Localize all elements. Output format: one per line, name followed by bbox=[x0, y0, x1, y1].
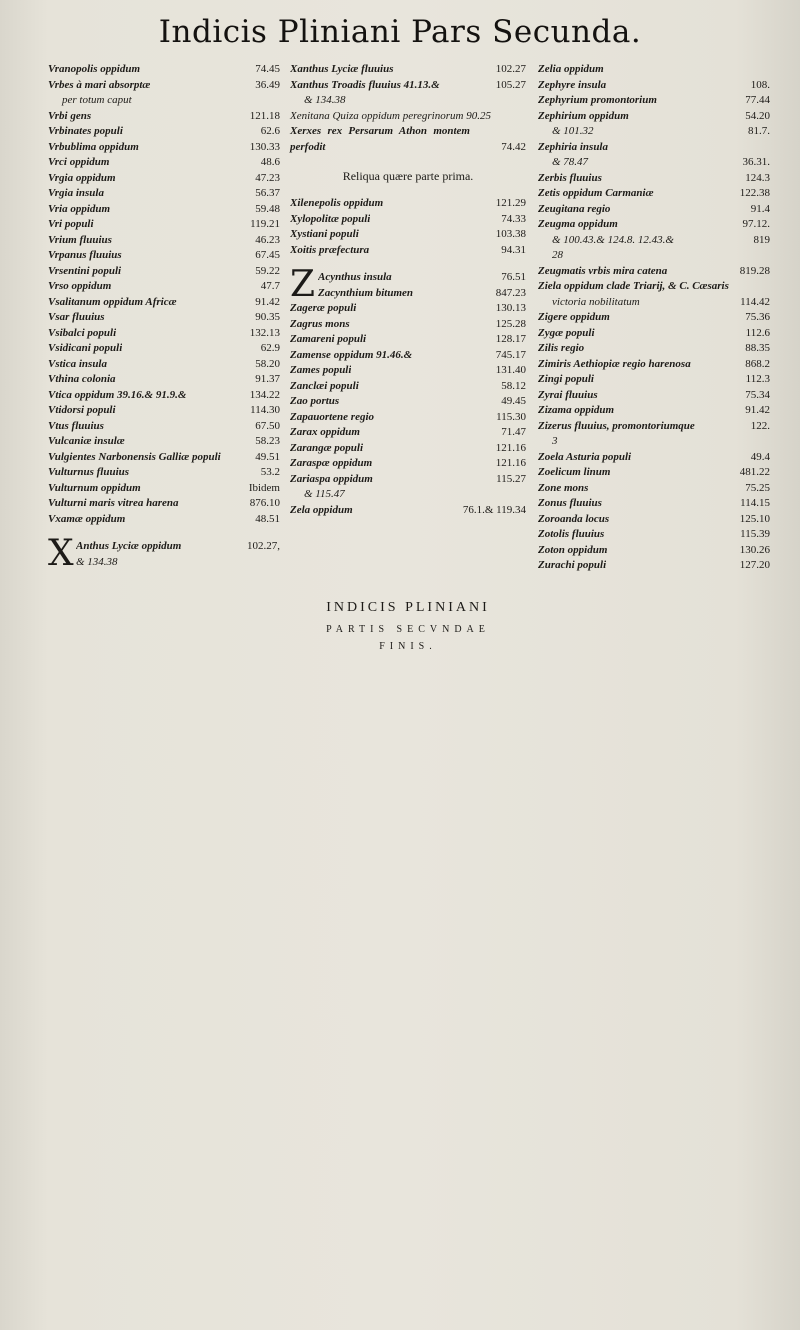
entry-name: Xystiani populi bbox=[290, 228, 359, 240]
entry-name: Zanclæi populi bbox=[290, 379, 359, 392]
entry-page-ref: 47.7 bbox=[260, 280, 280, 292]
entry-name: Vrgia insula bbox=[48, 187, 104, 199]
entry-page-ref: 94.31 bbox=[501, 243, 526, 256]
entry-name: Zela oppidum bbox=[290, 503, 353, 516]
entry-page-ref: 134.22 bbox=[249, 388, 280, 401]
entry-name: Zoela Asturia populi bbox=[538, 450, 632, 463]
entry-name: & 115.47 bbox=[304, 488, 345, 500]
entry-name: Zao portus bbox=[290, 395, 340, 407]
entry-page-ref: 115.39 bbox=[740, 528, 770, 540]
entry-name: Vtica oppidum 39.16.& 91.9.& bbox=[48, 388, 187, 401]
entry-page-ref: 114.15 bbox=[740, 497, 770, 509]
entry-name: Zizerus fluuius, promontoriumque bbox=[538, 419, 695, 432]
entry-page-ref: 97.12. bbox=[742, 218, 770, 230]
entry-name: Zilis regio bbox=[538, 342, 585, 354]
entry-name: Vulturnum oppidum bbox=[48, 481, 141, 494]
index-entry bbox=[48, 372, 280, 388]
index-entry bbox=[290, 62, 526, 78]
index-entry bbox=[538, 434, 770, 450]
entry-name: Zigere oppidum bbox=[538, 311, 610, 323]
entry-page-ref: 105.27 bbox=[495, 78, 526, 91]
entry-name: Zapauortene regio bbox=[290, 410, 375, 423]
entry-name: victoria nobilitatum bbox=[552, 295, 640, 308]
drop-cap-entry-x bbox=[48, 533, 280, 574]
index-entry bbox=[290, 332, 526, 348]
index-entry bbox=[48, 496, 280, 512]
index-entry bbox=[48, 248, 280, 264]
index-entry bbox=[290, 472, 526, 488]
entry-name: Zagrus mons bbox=[290, 317, 350, 330]
index-entry bbox=[48, 155, 280, 171]
entry-page-ref: 81.7. bbox=[748, 125, 770, 137]
index-entry bbox=[48, 295, 280, 311]
entry-page-ref: 131.40 bbox=[495, 364, 526, 376]
entry-page-ref: 124.3 bbox=[745, 171, 770, 184]
index-entry bbox=[538, 186, 770, 202]
index-entry bbox=[48, 465, 280, 481]
index-entry bbox=[538, 310, 770, 326]
index-entry bbox=[290, 243, 526, 259]
entry-page-ref: 112.6 bbox=[745, 326, 770, 339]
entry-name: Vrci oppidum bbox=[48, 156, 110, 168]
entry-name: Vstica insula bbox=[48, 357, 107, 370]
entry-page-ref: 481.22 bbox=[739, 466, 770, 478]
index-entry bbox=[538, 279, 770, 295]
index-entry bbox=[290, 394, 526, 410]
entry-page-ref: 54.20 bbox=[745, 109, 770, 122]
entry-page-ref: 122. bbox=[750, 419, 770, 432]
index-entry bbox=[48, 93, 280, 109]
entry-name: Vrpanus fluuius bbox=[48, 249, 122, 261]
entry-name: Vsidicani populi bbox=[48, 342, 123, 354]
colophon bbox=[290, 600, 526, 652]
index-entry bbox=[290, 410, 526, 426]
index-entry bbox=[48, 434, 280, 450]
entry-name: Zotolis fluuius bbox=[538, 528, 605, 540]
entry-page-ref: 76.51 bbox=[501, 271, 526, 283]
index-entry bbox=[48, 109, 280, 125]
colophon-line-2: PARTIS SECVNDAE bbox=[326, 624, 490, 635]
entry-name: Zelia oppidum bbox=[538, 63, 604, 75]
index-entry bbox=[538, 527, 770, 543]
entry-page-ref: 71.47 bbox=[501, 426, 526, 438]
entry-page-ref: 745.17 bbox=[495, 348, 526, 361]
entry-name: Zerbis fluuius bbox=[538, 171, 602, 184]
index-entry bbox=[290, 317, 526, 333]
index-entry bbox=[48, 186, 280, 202]
entry-name: Vri populi bbox=[48, 218, 94, 230]
entry-name: & 100.43.& 124.8. 12.43.& bbox=[552, 233, 674, 246]
entry-name: Zephiria insula bbox=[538, 140, 608, 153]
index-entry bbox=[538, 109, 770, 125]
entry-name: Vsar fluuius bbox=[48, 311, 105, 323]
entry-name: Xanthus Troadis fluuius 41.13.& bbox=[290, 78, 440, 91]
entry-page-ref: 876.10 bbox=[249, 497, 280, 509]
entry-page-ref: 91.42 bbox=[255, 295, 280, 308]
index-entry bbox=[48, 217, 280, 233]
entry-name: Zoroanda locus bbox=[538, 512, 610, 525]
entry-page-ref: 53.2 bbox=[260, 466, 280, 478]
index-entry bbox=[48, 419, 280, 435]
entry-name: per totum caput bbox=[62, 94, 132, 106]
index-entry bbox=[538, 388, 770, 404]
entry-page-ref: 75.36 bbox=[745, 311, 770, 323]
index-entry bbox=[538, 264, 770, 280]
entry-name: Vria oppidum bbox=[48, 202, 111, 215]
index-entry bbox=[290, 301, 526, 317]
drop-cap-entry-z bbox=[290, 264, 526, 305]
index-entry bbox=[538, 124, 770, 140]
entry-page-ref: 59.22 bbox=[255, 264, 280, 277]
entry-name: Zeugmatis vrbis mira catena bbox=[538, 264, 668, 277]
index-entry bbox=[538, 543, 770, 559]
index-entry bbox=[538, 372, 770, 388]
entry-page-ref: 127.20 bbox=[739, 559, 770, 571]
entry-name: Zacynthium bitumen bbox=[318, 286, 414, 299]
entry-name: Zizama oppidum bbox=[538, 404, 615, 416]
index-entry bbox=[48, 388, 280, 404]
entry-page-ref: 130.26 bbox=[739, 543, 770, 556]
entry-name: Zeugma oppidum bbox=[538, 218, 618, 230]
index-column-3 bbox=[538, 62, 770, 574]
entry-page-ref: 47.23 bbox=[255, 171, 280, 184]
entry-page-ref: 48.6 bbox=[260, 156, 280, 168]
entry-name: & 78.47 bbox=[552, 156, 589, 168]
index-entry bbox=[290, 227, 526, 243]
entry-page-ref: 74.33 bbox=[501, 212, 526, 225]
index-entry bbox=[538, 496, 770, 512]
entry-page-ref: 130.33 bbox=[249, 140, 280, 153]
entry-page-ref: 58.12 bbox=[501, 379, 526, 392]
entry-page-ref: Ibidem bbox=[248, 481, 280, 494]
index-entry bbox=[48, 326, 280, 342]
entry-page-ref: 115.30 bbox=[496, 410, 526, 423]
entry-page-ref: 62.9 bbox=[260, 342, 280, 354]
entry-name: Zephirium oppidum bbox=[538, 109, 629, 122]
entry-page-ref: 130.13 bbox=[495, 302, 526, 314]
entry-page-ref: 121.18 bbox=[249, 109, 280, 122]
entry-page-ref: 819.28 bbox=[739, 264, 770, 277]
entry-name: & 101.32 bbox=[552, 125, 594, 137]
index-entry bbox=[538, 93, 770, 109]
entry-name: Zyrai fluuius bbox=[538, 388, 598, 401]
entry-name: Zeugitana regio bbox=[538, 202, 611, 215]
entry-page-ref: 75.25 bbox=[745, 481, 770, 494]
entry-page-ref: 119.21 bbox=[250, 218, 280, 230]
drop-cap-letter: Z bbox=[290, 264, 316, 305]
index-column-2 bbox=[290, 62, 526, 518]
index-entry bbox=[538, 155, 770, 171]
index-entry bbox=[290, 503, 526, 519]
entry-page-ref: 102.27 bbox=[495, 63, 526, 75]
index-entry bbox=[48, 279, 280, 295]
index-entry bbox=[48, 171, 280, 187]
entry-page-ref: 91.42 bbox=[745, 404, 770, 416]
entry-page-ref: 115.27 bbox=[496, 472, 526, 485]
entry-page-ref: 67.50 bbox=[255, 419, 280, 432]
entry-name: Zariaspa oppidum bbox=[290, 472, 373, 485]
entry-name: Vulturnus fluuius bbox=[48, 466, 130, 478]
entry-page-ref: 819 bbox=[753, 233, 770, 246]
entry-page-ref: 56.37 bbox=[255, 187, 280, 199]
index-entry bbox=[538, 202, 770, 218]
entry-name: Zurachi populi bbox=[538, 559, 607, 571]
index-entry bbox=[290, 425, 526, 441]
entry-page-ref: 58.20 bbox=[255, 357, 280, 370]
entry-page-ref: 36.49 bbox=[255, 78, 280, 91]
index-entry bbox=[538, 233, 770, 249]
entry-page-ref: 114.30 bbox=[250, 404, 280, 416]
entry-page-ref: 128.17 bbox=[495, 333, 526, 345]
entry-page-ref: 49.51 bbox=[255, 450, 280, 463]
page-title: Indicis Pliniani Pars Secunda. bbox=[158, 14, 642, 50]
entry-name: Vrsentini populi bbox=[48, 264, 122, 277]
entry-page-ref: 67.45 bbox=[255, 249, 280, 261]
entry-name: Vrbublima oppidum bbox=[48, 140, 139, 153]
index-entry bbox=[538, 295, 770, 311]
index-entry bbox=[538, 558, 770, 574]
entry-page-ref: 36.31. bbox=[742, 156, 770, 168]
index-entry bbox=[290, 379, 526, 395]
entry-name: Zingi populi bbox=[538, 373, 594, 385]
index-entry bbox=[48, 78, 280, 94]
reliqua-note: Reliqua quære parte prima. bbox=[342, 169, 474, 183]
entry-page-ref: 76.1.& 119.34 bbox=[462, 503, 526, 516]
index-entry bbox=[538, 62, 770, 78]
index-entry bbox=[538, 341, 770, 357]
entry-page-ref: 112.3 bbox=[745, 373, 770, 385]
entry-name: Vrso oppidum bbox=[48, 280, 112, 292]
entry-name: Vranopolis oppidum bbox=[48, 63, 141, 75]
entry-name: Acynthus insula bbox=[318, 271, 392, 283]
entry-page-ref: 49.4 bbox=[750, 450, 770, 463]
entry-name: Xylopolitæ populi bbox=[290, 212, 371, 225]
index-entry bbox=[538, 140, 770, 156]
index-column-1 bbox=[48, 62, 280, 574]
entry-page-ref: 121.29 bbox=[495, 197, 526, 209]
entry-page-ref: 49.45 bbox=[501, 395, 526, 407]
entry-name: Zephyre insula bbox=[538, 78, 607, 91]
entry-name: Vsibalci populi bbox=[48, 326, 117, 339]
index-entry: Xenitana Quiza oppidum peregrinorum 90.25 bbox=[290, 109, 491, 122]
entry-page-ref: 122.38 bbox=[739, 187, 770, 199]
entry-name: Vrgia oppidum bbox=[48, 171, 116, 184]
entry-name: Zetis oppidum Carmaniæ bbox=[538, 187, 654, 199]
index-entry bbox=[48, 341, 280, 357]
entry-name: Vulturni maris vitrea harena bbox=[48, 497, 179, 509]
index-entry bbox=[538, 403, 770, 419]
entry-page-ref: 125.28 bbox=[495, 317, 526, 330]
entry-name: Zarangæ populi bbox=[290, 441, 364, 454]
entry-name: Zygæ populi bbox=[538, 326, 595, 339]
index-entry bbox=[290, 196, 526, 212]
entry-page-ref: 108. bbox=[750, 78, 770, 91]
entry-name: Xanthus Lyciæ fluuius bbox=[290, 63, 394, 75]
entry-name: Ziela oppidum clade Triarij, & C. Cæsaris bbox=[538, 280, 729, 292]
index-entry bbox=[538, 171, 770, 187]
entry-page-ref: 46.23 bbox=[255, 233, 280, 246]
entry-page-ref: 74.45 bbox=[255, 63, 280, 75]
entry-page-ref: 125.10 bbox=[739, 512, 770, 525]
entry-name: Xoitis præfectura bbox=[290, 243, 370, 256]
entry-continuation: & 134.38 bbox=[76, 555, 118, 568]
entry-name: Zoelicum linum bbox=[538, 466, 611, 478]
entry-name: Vrbi gens bbox=[48, 109, 92, 122]
entry-page-ref: 847.23 bbox=[495, 286, 526, 299]
entry-page-ref: 59.48 bbox=[255, 202, 280, 215]
index-entry bbox=[290, 363, 526, 379]
index-entry bbox=[48, 450, 280, 466]
entry-name: Zone mons bbox=[538, 481, 589, 494]
entry-page-ref: 103.38 bbox=[495, 228, 526, 240]
entry-name: Zamense oppidum 91.46.& bbox=[290, 348, 413, 361]
entry-page-ref: 58.23 bbox=[255, 435, 280, 447]
index-entry bbox=[538, 217, 770, 233]
colophon-line-1: INDICIS PLINIANI bbox=[326, 600, 490, 615]
entry-name: Anthus Lyciæ oppidum bbox=[76, 540, 182, 552]
entry-name: 3 bbox=[552, 435, 558, 447]
index-entry bbox=[538, 419, 770, 435]
index-entry bbox=[538, 78, 770, 94]
index-entry bbox=[48, 62, 280, 78]
entry-page-ref: 88.35 bbox=[745, 342, 770, 354]
index-entry bbox=[538, 357, 770, 373]
index-entry bbox=[538, 326, 770, 342]
index-entry bbox=[538, 465, 770, 481]
index-entry bbox=[538, 248, 770, 264]
entry-name: 28 bbox=[552, 249, 563, 261]
entry-name: Vulcaniæ insulæ bbox=[48, 435, 125, 447]
entry-name: Zarax oppidum bbox=[290, 426, 360, 438]
entry-name: Vrium fluuius bbox=[48, 233, 112, 246]
index-entry bbox=[48, 124, 280, 140]
entry-page-ref: 121.16 bbox=[495, 457, 526, 469]
entry-page-ref: 90.35 bbox=[255, 311, 280, 323]
index-entry bbox=[48, 512, 280, 528]
index-entry bbox=[290, 456, 526, 472]
entry-name: Zoton oppidum bbox=[538, 543, 608, 556]
index-entry bbox=[290, 93, 526, 109]
index-entry bbox=[48, 202, 280, 218]
entry-page-ref: 77.44 bbox=[745, 94, 770, 106]
index-entry bbox=[290, 348, 526, 364]
entry-name: Zamareni populi bbox=[290, 333, 367, 345]
entry-page-ref: 132.13 bbox=[249, 326, 280, 339]
index-entry bbox=[538, 512, 770, 528]
entry-name: Vthina colonia bbox=[48, 373, 116, 385]
index-entry bbox=[290, 441, 526, 457]
entry-name: Vsalitanum oppidum Africæ bbox=[48, 295, 177, 308]
index-entry bbox=[48, 233, 280, 249]
index-entry bbox=[290, 78, 526, 94]
entry-name: Xilenepolis oppidum bbox=[290, 197, 384, 209]
index-entry bbox=[48, 481, 280, 497]
index-entry bbox=[48, 403, 280, 419]
entry-name: Vrbes à mari absorptæ bbox=[48, 78, 151, 91]
index-entry bbox=[48, 310, 280, 326]
entry-name: Xerxes rex Persarum Athon montem perfodit bbox=[290, 125, 470, 153]
entry-page-ref: 48.51 bbox=[255, 512, 280, 525]
entry-name: Vulgientes Narbonensis Galliæ populi bbox=[48, 450, 221, 463]
index-entry bbox=[290, 487, 526, 503]
entry-page-ref: 121.16 bbox=[495, 441, 526, 454]
entry-page-ref: 114.42 bbox=[740, 295, 770, 308]
entry-page-ref: 91.37 bbox=[255, 373, 280, 385]
index-entry bbox=[290, 212, 526, 228]
entry-name: Vtidorsi populi bbox=[48, 404, 116, 416]
index-entry bbox=[48, 264, 280, 280]
index-entry bbox=[538, 481, 770, 497]
entry-name: Zimiris Aethiopiæ regio harenosa bbox=[538, 357, 691, 370]
entry-name: Zaraspæ oppidum bbox=[290, 457, 373, 469]
index-entry bbox=[290, 124, 526, 155]
entry-page-ref: 91.4 bbox=[750, 202, 770, 215]
entry-page-ref: 102.27, bbox=[247, 540, 280, 552]
entry-name: Vxamæ oppidum bbox=[48, 512, 126, 525]
entry-name: & 134.38 bbox=[304, 94, 346, 106]
entry-page-ref: 62.6 bbox=[260, 125, 280, 137]
colophon-line-3: FINIS. bbox=[379, 641, 437, 652]
index-entry bbox=[48, 357, 280, 373]
entry-page-ref: 868.2 bbox=[745, 357, 770, 370]
entry-name: Zonus fluuius bbox=[538, 497, 602, 509]
entry-name: Zephyrium promontorium bbox=[538, 94, 657, 106]
entry-page-ref: 74.42 bbox=[501, 140, 526, 153]
entry-name: Vtus fluuius bbox=[48, 419, 104, 432]
entry-name: Vrbinates populi bbox=[48, 125, 123, 137]
drop-cap-letter: X bbox=[48, 533, 74, 574]
entry-page-ref: 75.34 bbox=[745, 388, 770, 401]
entry-name: Zageræ populi bbox=[290, 302, 357, 314]
index-entry bbox=[538, 450, 770, 466]
index-entry bbox=[48, 140, 280, 156]
entry-name: Zames populi bbox=[290, 364, 352, 376]
